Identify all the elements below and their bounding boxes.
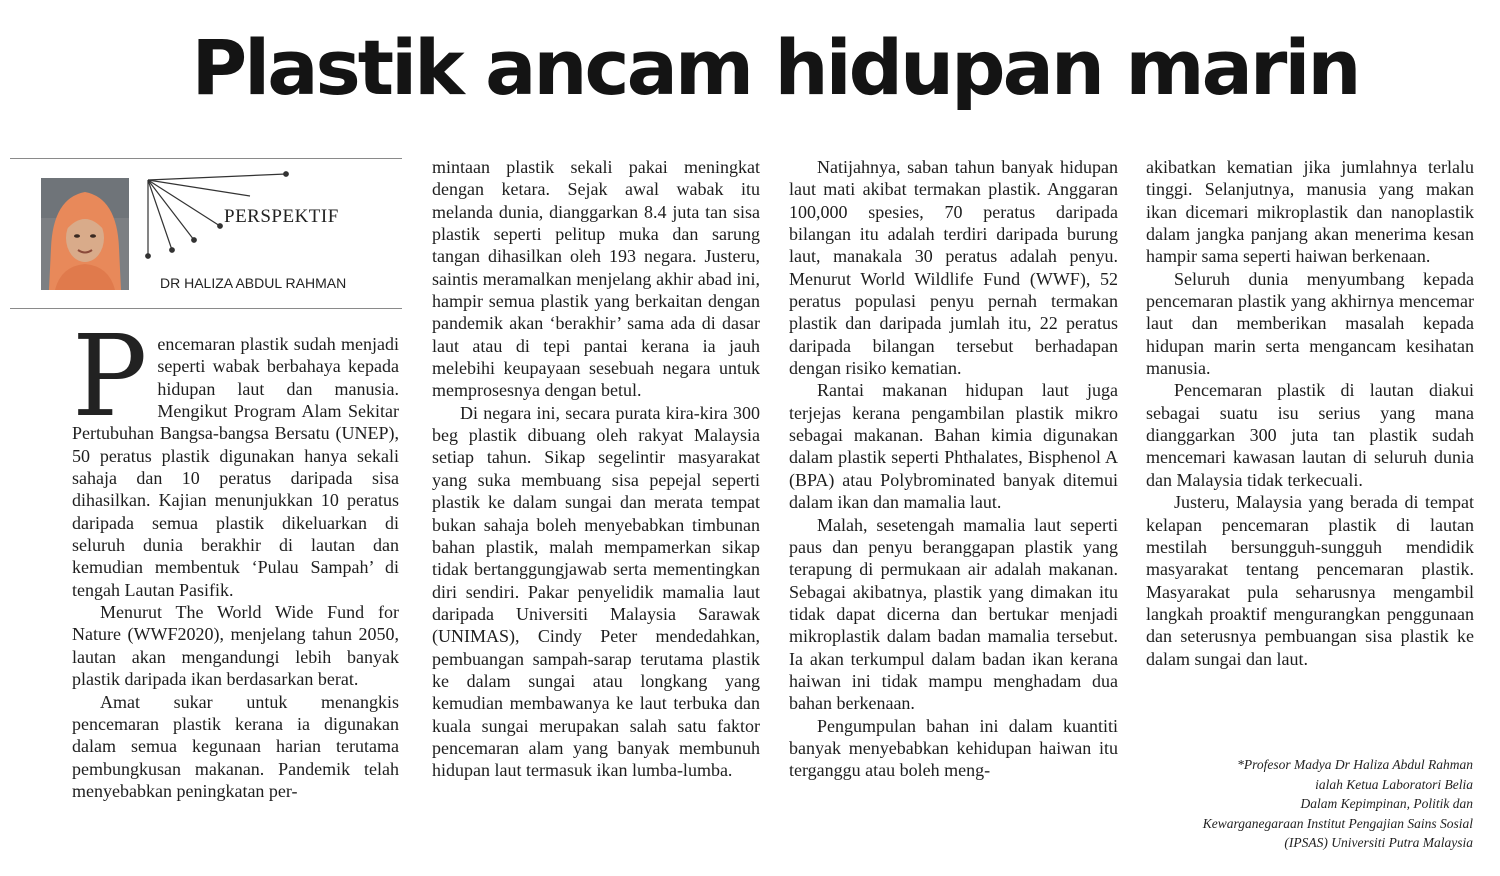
author-name: DR HALIZA ABDUL RAHMAN	[160, 275, 347, 291]
paragraph: Justeru, Malaysia yang berada di tempat kelapan pencemaran plastik di lautan mestilah bersungguh-sungguh mendidik masyarakat tentang pencemaran plastik. Masyarakat pula seharusnya mengambil langkah proaktif mengurangkan penggunaan dan seterusnya pembuangan sisa plastik ke dalam sungai dan laut.	[1146, 492, 1474, 669]
paragraph: Pencemaran plastik di lautan diakui sebagai suatu isu serius yang mana dianggarkan 300 juta tan plastik sudah mencemari kawasan lautan di seluruh dunia dan Malaysia tidak terkecuali.	[1146, 380, 1474, 490]
drop-cap: P	[72, 312, 148, 442]
credit-line: ialah Ketua Laboratori Belia	[1315, 776, 1473, 792]
article-column-2	[432, 156, 760, 782]
byline-top-rule	[10, 158, 402, 159]
author-credit	[1120, 755, 1473, 853]
author-photo	[41, 178, 129, 290]
credit-line: *Profesor Madya Dr Haliza Abdul Rahman	[1237, 757, 1473, 772]
credit-line: Dalam Kepimpinan, Politik dan	[1300, 796, 1473, 812]
article-column-1	[72, 312, 399, 802]
paragraph: Menurut The World Wide Fund for Nature (WWF2020), menjelang tahun 2050, lautan akan mengandungi lebih banyak plastik daripada ikan berdasarkan berat.	[72, 602, 399, 690]
article-column-4	[1146, 156, 1474, 670]
byline-bottom-rule	[10, 308, 402, 309]
paragraph: Pengumpulan bahan ini dalam kuantiti banyak menyebabkan kehidupan haiwan itu terganggu atau boleh meng-	[789, 715, 1118, 781]
paragraph: Di negara ini, secara purata kira-kira 300 beg plastik dibuang oleh rakyat Malaysia setiap tahun. Sikap segelintir masyarakat yang suka membuang sisa pepejal seperti plastik ke dalam sungai dan merata tempat bukan sahaja boleh menyebabkan timbunan bahan plastik, malah mempamerkan sikap tidak bertanggungjawab serta mementingkan diri sendiri. Pakar penyelidik mamalia laut daripada Universiti Malaysia Sarawak (UNIMAS), Cindy Peter mendedahkan, pembuangan sampah-sarap terutama plastik ke dalam sungai atau longkang yang kemudian membawanya ke laut terbuka dan kuala sungai merupakan salah satu faktor pencemaran alam yang banyak membunuh hidupan laut termasuk ikan lumba-lumba.	[432, 402, 760, 781]
paragraph: Natijahnya, saban tahun banyak hidupan laut mati akibat termakan plastik. Anggaran 100,000 spesies, 70 peratus daripada bilangan itu adalah terdiri daripada burung laut, manakala 30 peratus adalah penyu. Menurut World Wildlife Fund (WWF), 52 peratus populasi penyu pernah termakan plastik dan daripada jumlah itu, 22 peratus daripada bilangan tersebut berhadapan dengan risiko kematian.	[789, 157, 1118, 379]
paragraph: Rantai makanan hidupan laut juga terjejas kerana pengambilan plastik mikro sebagai makanan. Bahan kimia digunakan dalam plastik seperti Phthalates, Bisphenol A (BPA) atau Polybrominated banyak ditemui dalam ikan dan mamalia laut.	[789, 380, 1118, 513]
paragraph: Seluruh dunia menyumbang kepada pencemaran plastik yang akhirnya mencemar laut dan memberikan masalah kepada hidupan marin serta mengancam kesihatan manusia.	[1146, 268, 1474, 379]
paragraph: Amat sukar untuk menangkis pencemaran plastik kerana ia digunakan dalam semua kegunaan harian terutama pembungkusan makanan. Pandemik telah menyebabkan peningkatan per-	[72, 691, 399, 801]
credit-line: Kewarganegaraan Institut Pengajian Sains Sosial	[1202, 815, 1473, 831]
paragraph: mintaan plastik sekali pakai meningkat dengan ketara. Sejak awal wabak itu melanda dunia, dianggarkan 8.4 juta tan sisa plastik seperti pelitup muka dan sarung tangan dihasilkan oleh 193 negara. Justeru, saintis meramalkan menjelang akhir abad ini, hampir semua plastik yang berkaitan dengan pandemik akan ‘berakhir’ sama ada di dasar laut atau di tepi pantai kerana ia jauh melebihi keupayaan sesebuah negara untuk memprosesnya dengan betul.	[432, 157, 760, 401]
credit-line: (IPSAS) Universiti Putra Malaysia	[1284, 835, 1473, 851]
section-label: PERSPEKTIF	[224, 206, 339, 227]
paragraph	[72, 312, 399, 601]
article-headline: Plastik ancam hidupan marin	[191, 23, 1359, 112]
paragraph: Malah, sesetengah mamalia laut seperti paus dan penyu beranggapan plastik yang terapung di permukaan air adalah makanan. Sebagai akibatnya, plastik yang dimakan itu tidak dapat dicerna dan bertukar menjadi mikroplastik dalam badan mamalia tersebut. Ia akan terkumpul dalam badan ikan kerana haiwan ini tidak mampu menghadam dua bahan berkenaan.	[789, 514, 1118, 714]
paragraph: akibatkan kematian jika jumlahnya terlalu tinggi. Selanjutnya, manusia yang makan ikan dicemari mikroplastik dan nanoplastik dalam jangka panjang akan menerima kesan hampir sama seperti haiwan berkenaan.	[1146, 157, 1474, 267]
paragraph-text: encemaran plastik sudah menjadi seperti wabak berbahaya kepada hidupan laut dan manusia. Mengikut Program Alam Sekitar Pertubuhan Bangsa-bangsa Bersatu (UNEP), 50 peratus plastik digunakan hanya sekali sahaja dan 10 peratus daripada sisa dihasilkan. Kajian menunjukkan 10 peratus daripada semua plastik dikeluarkan di seluruh dunia berakhir di lautan dan kemudian membentuk ‘Pulau Sampah’ di tengah Lautan Pasifik.	[72, 334, 399, 600]
article-column-3	[789, 156, 1118, 782]
